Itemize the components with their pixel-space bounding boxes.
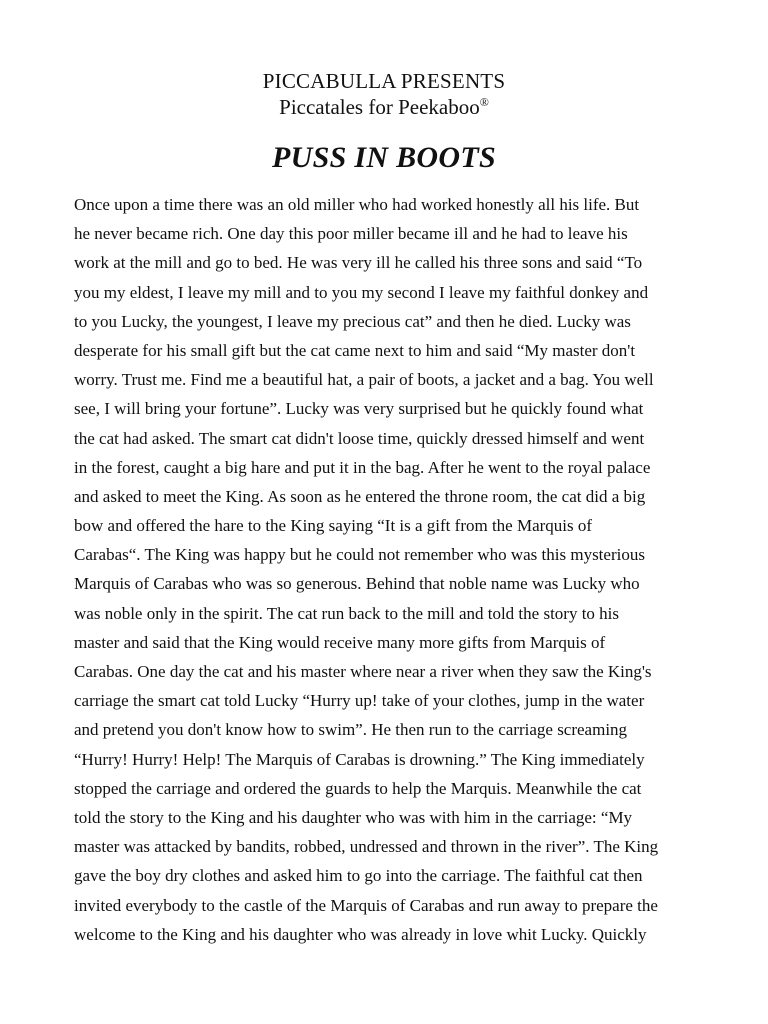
story-line: master was attacked by bandits, robbed, undressed and thrown in the river”. The King (74, 837, 659, 857)
story-line: stopped the carriage and ordered the guards to help the Marquis. Meanwhile the cat (74, 778, 642, 798)
story-line: Carabas“. The King was happy but he could not remember who was this mysterious (74, 545, 645, 565)
story-title: PUSS IN BOOTS (272, 141, 496, 174)
story-line: carriage the smart cat told Lucky “Hurry up! take of your clothes, jump in the water (74, 691, 645, 711)
registered-mark: ® (479, 95, 489, 109)
story-line: to you Lucky, the youngest, I leave my precious cat” and then he died. Lucky was (74, 311, 631, 331)
story-line: bow and offered the hare to the King saying “It is a gift from the Marquis of (74, 516, 593, 536)
story-line: see, I will bring your fortune”. Lucky was very surprised but he quickly found what (74, 399, 644, 419)
story-line: invited everybody to the castle of the Marquis of Carabas and run away to prepare the (74, 895, 658, 915)
story-line: gave the boy dry clothes and asked him to go into the carriage. The faithful cat then (74, 866, 643, 886)
story-line: Marquis of Carabas who was so generous. Behind that noble name was Lucky who (74, 574, 640, 594)
story-line: you my eldest, I leave my mill and to you my second I leave my faithful donkey and (74, 282, 649, 302)
story-line: worry. Trust me. Find me a beautiful hat, a pair of boots, a jacket and a bag. You well (74, 370, 654, 390)
story-line: told the story to the King and his daughter who was with him in the carriage: “My (74, 807, 633, 827)
publisher-heading: PICCABULLA PRESENTS (262, 69, 506, 93)
story-line: he never became rich. One day this poor miller became ill and he had to leave his (74, 224, 628, 244)
story-line: Once upon a time there was an old miller who had worked honestly all his life. But (74, 195, 640, 214)
series-name: Piccatales for Peekaboo (279, 95, 480, 119)
series-subtitle (0, 94, 768, 120)
story-line: welcome to the King and his daughter who was already in love whit Lucky. Quickly (74, 924, 647, 944)
story-line: work at the mill and go to bed. He was very ill he called his three sons and said “To (74, 253, 643, 273)
story-line: and pretend you don't know how to swim”. He then run to the carriage screaming (74, 720, 628, 740)
story-line: Carabas. One day the cat and his master where near a river when they saw the King's (74, 662, 652, 681)
story-line: and asked to meet the King. As soon as he entered the throne room, the cat did a big (74, 486, 646, 506)
story-body (74, 190, 698, 949)
story-line: master and said that the King would receive many more gifts from Marquis of (74, 632, 606, 652)
story-line: “Hurry! Hurry! Help! The Marquis of Carabas is drowning.” The King immediately (74, 749, 645, 769)
story-line: the cat had asked. The smart cat didn't loose time, quickly dressed himself and went (74, 428, 645, 448)
story-line: desperate for his small gift but the cat came next to him and said “My master don't (74, 340, 636, 360)
story-line: in the forest, caught a big hare and put it in the bag. After he went to the royal palace (74, 457, 651, 477)
story-line: was noble only in the spirit. The cat run back to the mill and told the story to his (74, 603, 620, 623)
